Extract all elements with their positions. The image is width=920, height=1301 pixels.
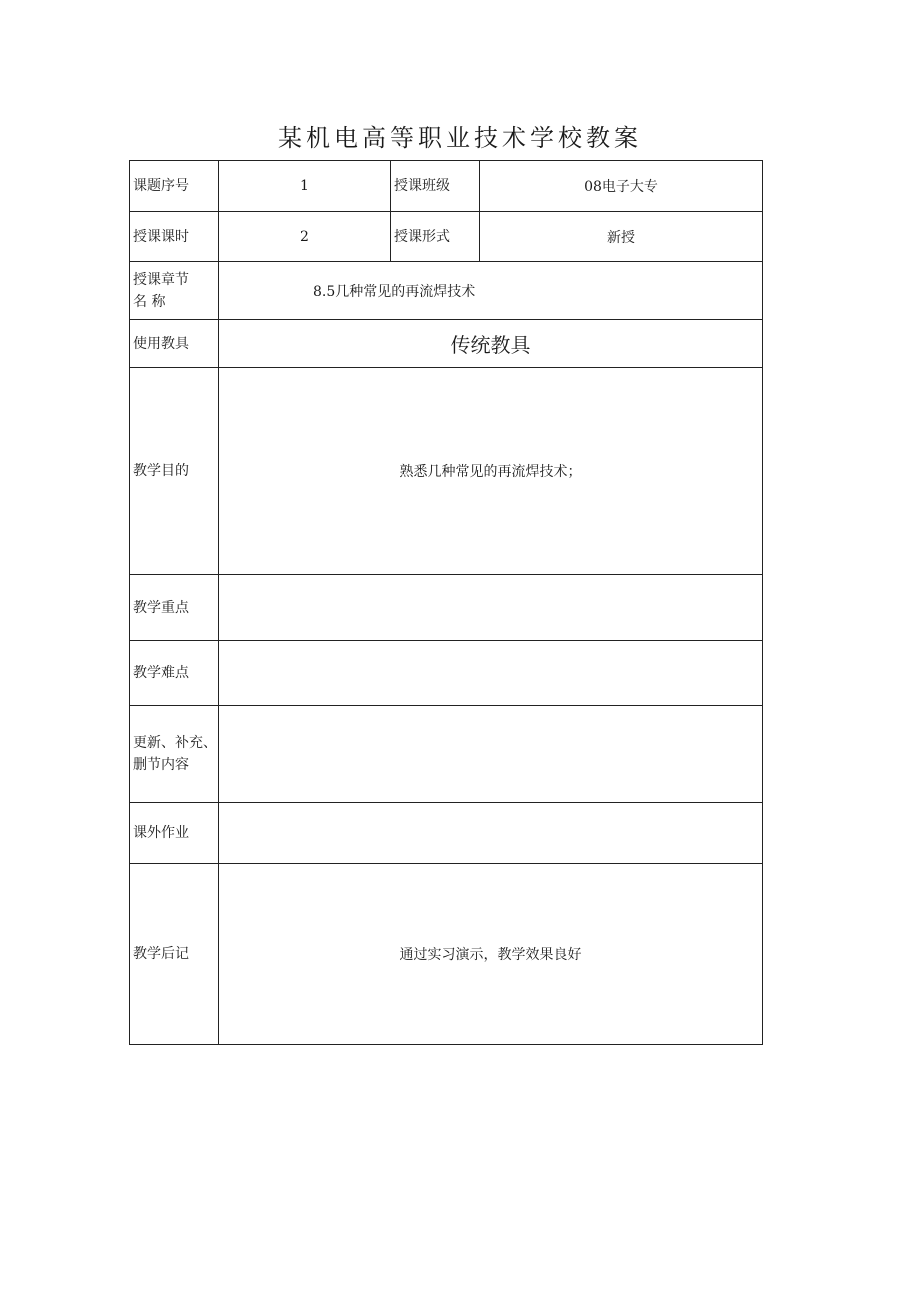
updates-label <box>130 706 219 803</box>
objective-value: 熟悉几种常见的再流焊技术； <box>219 368 763 575</box>
tools-value: 传统教具 <box>219 320 763 368</box>
reflection-value: 通过实习演示，教学效果良好 <box>219 864 763 1045</box>
form-value: 新授 <box>480 212 763 262</box>
chapter-label-line2 <box>133 291 205 313</box>
row-topic-class <box>130 161 763 212</box>
row-objective <box>130 368 763 575</box>
page-title: 某机电高等职业技术学校教案 <box>278 124 642 152</box>
row-chapter <box>130 262 763 320</box>
key-points-value <box>219 575 763 641</box>
updates-value <box>219 706 763 803</box>
lesson-plan-table <box>129 160 763 1045</box>
difficulties-value <box>219 641 763 706</box>
objective-label: 教学目的 <box>130 368 219 575</box>
hours-value: 2 <box>219 212 391 262</box>
updates-label-line2: 删节内容 <box>133 757 189 773</box>
row-homework <box>130 803 763 864</box>
updates-label-line1: 更新、补充、 <box>133 735 217 751</box>
reflection-label: 教学后记 <box>130 864 219 1045</box>
chapter-value: 8.5几种常见的再流焊技术 <box>219 262 763 320</box>
chapter-label-name-char: 名 <box>133 293 147 310</box>
form-label: 授课形式 <box>391 212 480 262</box>
homework-value <box>219 803 763 864</box>
chapter-label-line1: 授课章节 <box>133 271 189 288</box>
row-hours-form <box>130 212 763 262</box>
chapter-label-title-char: 称 <box>151 293 166 310</box>
key-points-label: 教学重点 <box>130 575 219 641</box>
row-difficulties <box>130 641 763 706</box>
chapter-label <box>130 262 219 320</box>
difficulties-label: 教学难点 <box>130 641 219 706</box>
row-reflection <box>130 864 763 1045</box>
homework-label: 课外作业 <box>130 803 219 864</box>
class-value: 08电子大专 <box>480 161 763 212</box>
row-updates <box>130 706 763 803</box>
tools-label: 使用教具 <box>130 320 219 368</box>
topic-no-value: 1 <box>219 161 391 212</box>
row-tools <box>130 320 763 368</box>
class-label: 授课班级 <box>391 161 480 212</box>
topic-no-label: 课题序号 <box>130 161 219 212</box>
row-key-points <box>130 575 763 641</box>
hours-label: 授课课时 <box>130 212 219 262</box>
